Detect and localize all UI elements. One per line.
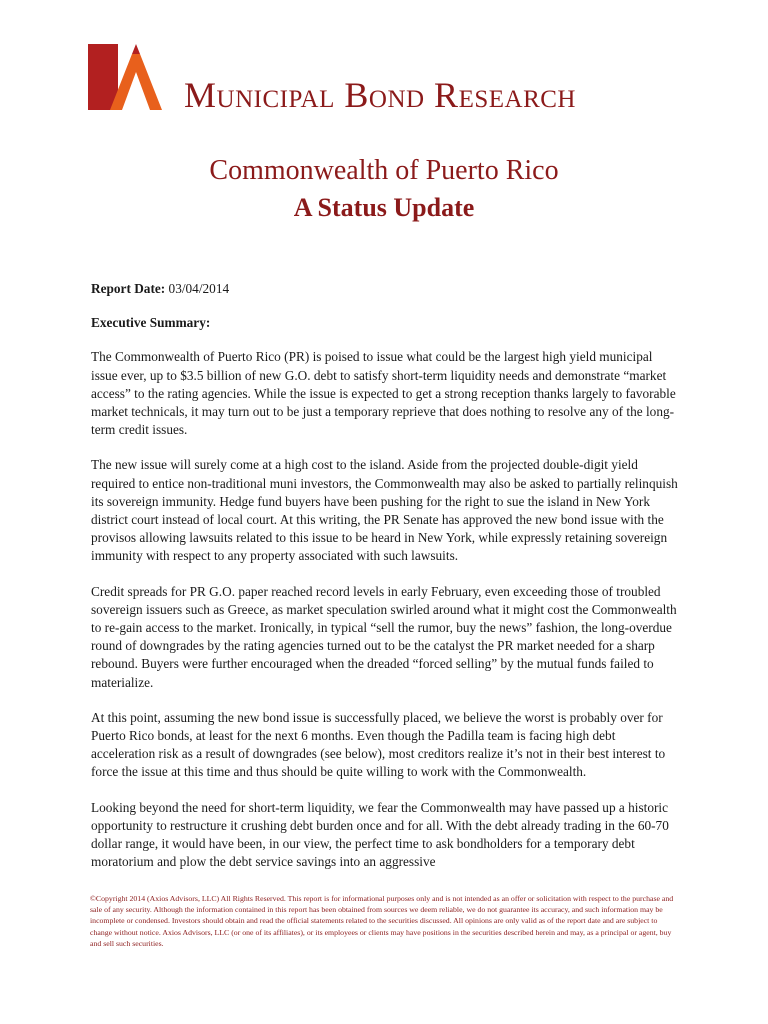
document-title: Commonwealth of Puerto Rico [209, 155, 559, 186]
report-date-value: 03/04/2014 [168, 281, 230, 296]
paragraph: Credit spreads for PR G.O. paper reached record levels in early February, even exceeding those of troubled sovereign issuers such as Greece, as market speculation swirled around what it might cost the Commonwealth to re-gain access to the market. Ironically, in typical “sell the rumor, buy the news” fashion, the long-overdue round of downgrades by the rating agencies turned out to be the catalyst the PR market needed for a sharp rebound. Buyers were further encouraged when the dreaded “forced selling” by the mutual funds failed to materialize. [91, 583, 677, 690]
executive-summary-heading: Executive Summary: [91, 315, 211, 331]
report-header [88, 44, 688, 114]
company-logo-icon [88, 44, 164, 110]
paragraph: Looking beyond the need for short-term liquidity, we fear the Commonwealth may have passed up a historic opportunity to restructure it crushing debt burden once and for all. With the debt already trading in the 60-70 dollar range, it would have been, in our view, the perfect time to ask bondholders for a temporary debt moratorium and plow the debt service savings into an aggressive [91, 799, 669, 870]
brand-name: Municipal Bond Research [184, 75, 576, 115]
report-date [91, 280, 681, 298]
title-block [0, 152, 768, 226]
paragraph: The new issue will surely come at a high cost to the island. Aside from the projected double-digit yield required to entice non-traditional muni investors, the Commonwealth may also be asked to partially relinquish its sovereign immunity. Hedge fund buyers have been pushing for the right to sue the island in New York district court instead of local court. At this writing, the PR Senate has approved the new bond issue with the provisos allowing lawsuits related to this issue to be heard in New York, while expressly retaining sovereign immunity with respect to any property associated with such lawsuits. [91, 457, 678, 564]
copyright-disclaimer: ©Copyright 2014 (Axios Advisors, LLC) All Rights Reserved. This report is for informational purposes only and is not intended as an offer or solicitation with respect to the purchase and sale of any security. Although the information contained in this report has been obtained from sources we deem reliable, we do not guarantee its accuracy, and such information may be incomplete or condensed. Investors should obtain and read the official statements related to the securities discussed. All opinions are only valid as of the report date and are subject to change without notice. Axios Advisors, LLC (or one of its affiliates), or its employees or clients may have positions in the securities described herein and may, as a principal or agent, buy and sell such securities. [90, 894, 674, 948]
paragraph: At this point, assuming the new bond issue is successfully placed, we believe the worst is probably over for Puerto Rico bonds, at least for the next 6 months. Even though the Padilla team is facing high debt acceleration risk as a result of downgrades (see below), most creditors realize it’s not in their best interest to force the issue at this time and thus should be quite willing to work with the Commonwealth. [91, 709, 666, 780]
report-date-label: Report Date: [91, 281, 166, 296]
report-body [91, 280, 681, 888]
document-subtitle: A Status Update [293, 193, 475, 222]
paragraph: The Commonwealth of Puerto Rico (PR) is poised to issue what could be the largest high yield municipal issue ever, up to $3.5 billion of new G.O. debt to satisfy short-term liquidity needs and demonstrate “market access” to the rating agencies. While the issue is expected to get a strong reception thanks largely to favorable market technicals, it may turn out to be just a temporary reprieve that does nothing to resolve any of the long-term credit issues. [91, 349, 676, 438]
